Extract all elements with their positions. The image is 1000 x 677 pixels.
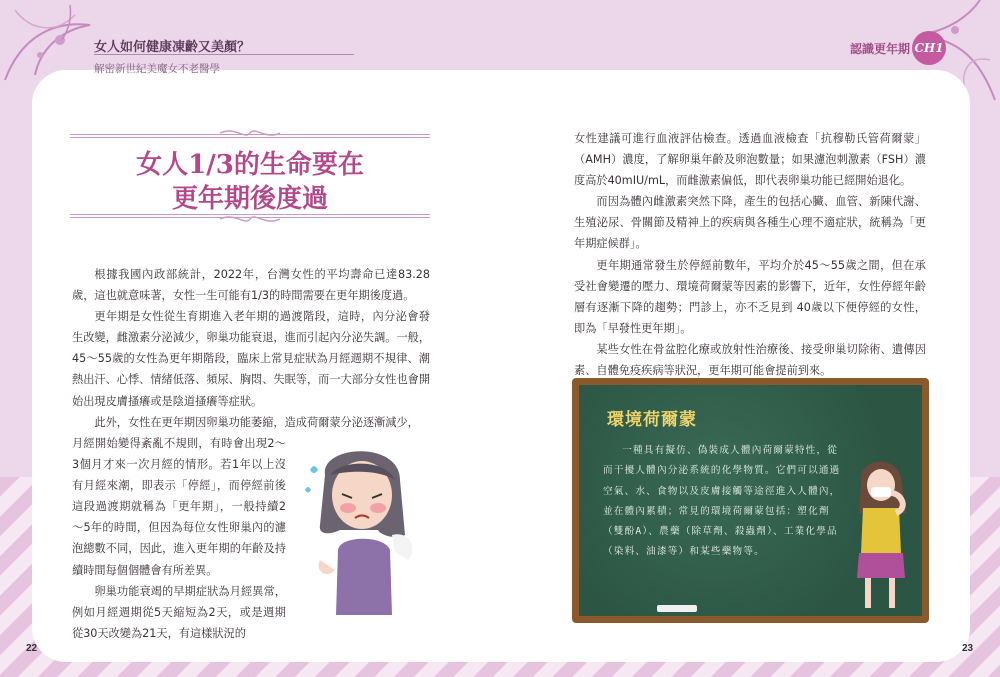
right-column	[574, 128, 926, 381]
paragraph: 而因為體內雌激素突然下降，產生的包括心臟、血管、新陳代謝、生殖泌尿、骨關節及精神上的疾病與各種生心理不適症狀，統稱為「更年期症候群」。	[574, 195, 926, 251]
section-label: 認識更年期	[850, 42, 911, 56]
paragraph: 更年期通常發生於停經前數年，平均介於45～55歲之間，但在承受社會變遷的壓力、環境荷爾蒙等因素的影響下，近年，女性停經年齡層有逐漸下降的趨勢；門診上，亦不乏見到 40歲以下便停經的女性，即為「早發性更年期」。	[574, 258, 926, 335]
chapter-title-box	[70, 126, 430, 226]
chalk-piece	[657, 605, 697, 612]
paragraph: 女性建議可進行血液評估檢查。透過血液檢查「抗穆勒氏管荷爾蒙」（AMH）濃度，了解卵巢年齡及卵泡數量；如果濾泡刺激素（FSH）濃度高於40mIU/mL，而雌激素偏低，即代表卵巢功能已經開始退化。	[574, 132, 926, 188]
page-number-left: 22	[26, 643, 38, 654]
chapter-badge: CH1	[912, 31, 946, 65]
hot-flash-woman-illustration	[300, 440, 425, 615]
paragraph: 卵巢功能衰竭的早期症狀為月經異常，例如月經週期從5天縮短為2天，或是週期從30天改變為21天，有這樣狀況的	[72, 584, 286, 640]
page-number-right: 23	[962, 643, 974, 654]
title-ornament-bottom	[220, 212, 280, 226]
chalkboard-infobox	[572, 378, 929, 623]
paragraph: 某些女性在骨盆腔化療或放射性治療後、接受卵巢切除術、遺傳因素、自體免疫疾病等狀況，更年期可能會提前到來。	[574, 342, 926, 378]
left-column-narrow	[72, 433, 286, 644]
chalkboard-title: 環境荷爾蒙	[607, 410, 697, 430]
masked-woman-illustration	[841, 453, 916, 613]
title-ornament-top	[220, 126, 280, 140]
paragraph: 月經開始變得紊亂不規則，有時會出現2～3個月才來一次月經的情形。若1年以上沒有月經來潮，即表示「停經」，而停經前後這段過渡期就稱為「更年期」，一般持續2～5年的時間，但因為每位女性卵巢內的濾泡總數不同，因此，進入更年期的年齡及持續時間每個個體會有所差異。	[72, 437, 286, 577]
paragraph: 根據我國內政部統計，2022年，台灣女性的平均壽命已達83.28歲，這也就意味著，女性一生可能有1/3的時間需要在更年期後度過。	[72, 268, 430, 303]
chalkboard-surface	[579, 385, 922, 616]
paragraph: 此外，女性在更年期因卵巢功能萎縮，造成荷爾蒙分泌逐漸減少，	[94, 415, 419, 429]
paragraph: 更年期是女性從生育期進入老年期的過渡階段，這時，內分泌會發生改變，雌激素分泌減少，卵巢功能衰退，進而引起內分泌失調。一般，45～55歲的女性為更年期階段，臨床上常見症狀為月經週期不規律、潮熱出汗、心悸、情緒低落、頻尿、胸悶、失眠等，而一大部分女性也會開始出現皮膚搔癢或是陰道搔癢等症狀。	[72, 310, 431, 408]
chalkboard-paragraph: 一種具有擬仿、偽裝成人體內荷爾蒙特性，從而干擾人體內分泌系統的化學物質。它們可以通過空氣、水、食物以及皮膚接觸等途徑進入人體內，並在體內累積；常見的環境荷爾蒙包括：塑化劑（雙酚A）、農藥（除草劑、殺蟲劑）、工業化學品（染料、油漆等）和某些藥物等。	[603, 445, 841, 558]
book-title: 女人如何健康凍齡又美顏？	[94, 40, 251, 55]
chapter-title-line2: 更年期後度過	[171, 184, 328, 214]
left-column-wide	[72, 264, 430, 433]
header-left	[94, 36, 250, 76]
chapter-title	[70, 148, 430, 216]
book-subtitle: 解密新世紀美魔女不老醫學	[94, 63, 220, 75]
chapter-title-line1: 女人1/3的生命要在	[136, 150, 364, 180]
chalkboard-text	[603, 441, 843, 563]
